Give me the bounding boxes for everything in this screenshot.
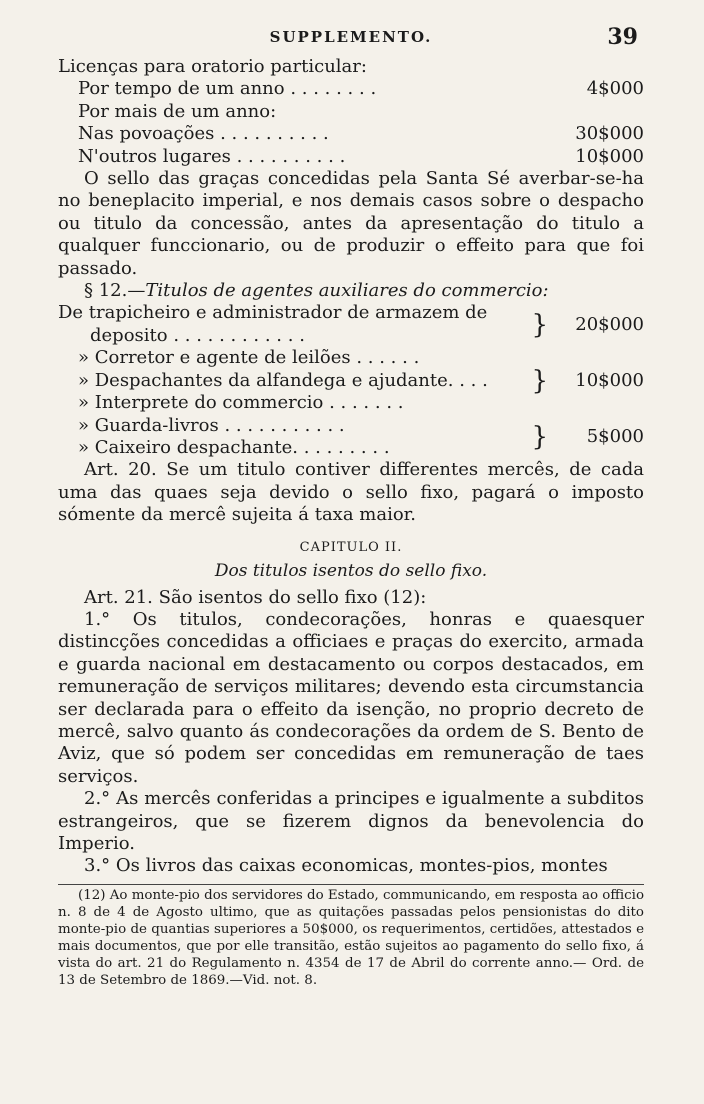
brace: } — [531, 365, 548, 396]
fee-group-line: » Caixeiro despachante. . . . . . . . . — [78, 436, 390, 458]
chapter-label: CAPITULO II. — [299, 539, 403, 555]
article-20: Art. 20. Se um titulo contiver differentes mercês, de cada uma das quaes seja devido o sello fixo, pagará o imposto sómente da mercê sujeita á taxa maior. — [58, 459, 644, 526]
fee-group-line: » Guarda-livros . . . . . . . . . . . — [78, 414, 345, 436]
fee-group — [58, 347, 644, 414]
brace: } — [531, 421, 548, 452]
article-21-item: 3.° Os livros das caixas economicas, montes-pios, montes — [84, 855, 608, 877]
fee-group — [58, 415, 644, 460]
section-12-prefix: § 12.— — [84, 280, 146, 302]
fee-label: Por tempo de um anno . . . . . . . . — [78, 78, 377, 100]
fee-value — [574, 101, 644, 123]
chapter-subtitle: Dos titulos isentos do sello fixo. — [214, 560, 488, 581]
fee-row — [58, 123, 644, 145]
fee-group-line: » Corretor e agente de leilões . . . . . . — [78, 347, 420, 369]
page-header — [58, 22, 644, 56]
fee-group-line: » Interprete do commercio . . . . . . . — [78, 392, 404, 414]
fee-value: 30$000 — [575, 123, 644, 145]
fee-group — [58, 302, 644, 347]
article-21-item: 1.° Os titulos, condecorações, honras e quaesquer distincções concedidas a officiaes e praças do exercito, armada e guarda nacional em destacamento ou corpos destacados, em remuneração de serviços militares; devendo esta circumstancia ser declarada para o effeito da isenção, no proprio decreto de mercê, salvo quanto ás condecorações da ordem de S. Bento de Aviz, que só podem ser concedidas em remuneração de taes serviços. — [58, 608, 644, 787]
fee-label: Por mais de um anno: — [78, 100, 277, 122]
brace: } — [531, 309, 548, 340]
sello-paragraph: O sello das graças concedidas pela Santa Sé averbar-se-ha no beneplacito imperial, e nos demais casos sobre o despacho ou titulo da concessão, antes da apresentação do titulo a qualquer funccionario, ou de produzir o effeito para que foi passado. — [58, 168, 644, 279]
fee-group-line: deposito . . . . . . . . . . . . — [90, 324, 305, 346]
fee-group-value: 20$000 — [575, 314, 644, 336]
fee-row — [58, 101, 644, 123]
fee-row — [58, 146, 644, 168]
section-12-heading — [58, 280, 644, 302]
fee-group-line: De trapicheiro e administrador de armazem de — [58, 302, 488, 324]
article-21-item: 2.° As mercês conferidas a principes e igualmente a subditos estrangeiros, que se fizerem dignos da benevolencia do Imperio. — [58, 788, 644, 854]
licencas-title: Licenças para oratorio particular: — [58, 56, 367, 77]
fee-group-value: 5$000 — [586, 426, 644, 448]
fee-group-value: 10$000 — [575, 370, 644, 392]
fee-label: N'outros lugares . . . . . . . . . . — [78, 145, 346, 167]
footnote-rule — [58, 884, 644, 989]
article-21-intro: Art. 21. São isentos do sello fixo (12): — [84, 586, 427, 608]
page — [58, 22, 644, 989]
page-number: 39 — [607, 24, 638, 50]
fee-row — [58, 78, 644, 100]
fee-value: 10$000 — [575, 145, 644, 167]
section-12-title: Titulos de agentes auxiliares do commercio: — [145, 280, 549, 302]
fee-value: 4$000 — [586, 78, 644, 100]
footnote: (12) Ao monte-pio dos servidores do Estado, communicando, em resposta ao officio n. 8 de 4 de Agosto ultimo, que as quitações passadas pelos pensionistas do dito monte-pio de quantias superiores a 50$000, os requerimentos, certidões, attestados e mais documentos, que por elle transitão, estão sujeitos ao pagamento do sello fixo, á vista do art. 21 do Regulamento n. 4354 de 17 de Abril do corrente anno.— Ord. de 13 de Setembro de 1869.—Vid. not. 8. — [58, 887, 645, 988]
fee-label: Nas povoações . . . . . . . . . . — [78, 123, 329, 145]
fee-group-line: » Despachantes da alfandega e ajudante. . . . — [78, 369, 488, 391]
running-title: SUPPLEMENTO. — [269, 28, 433, 46]
